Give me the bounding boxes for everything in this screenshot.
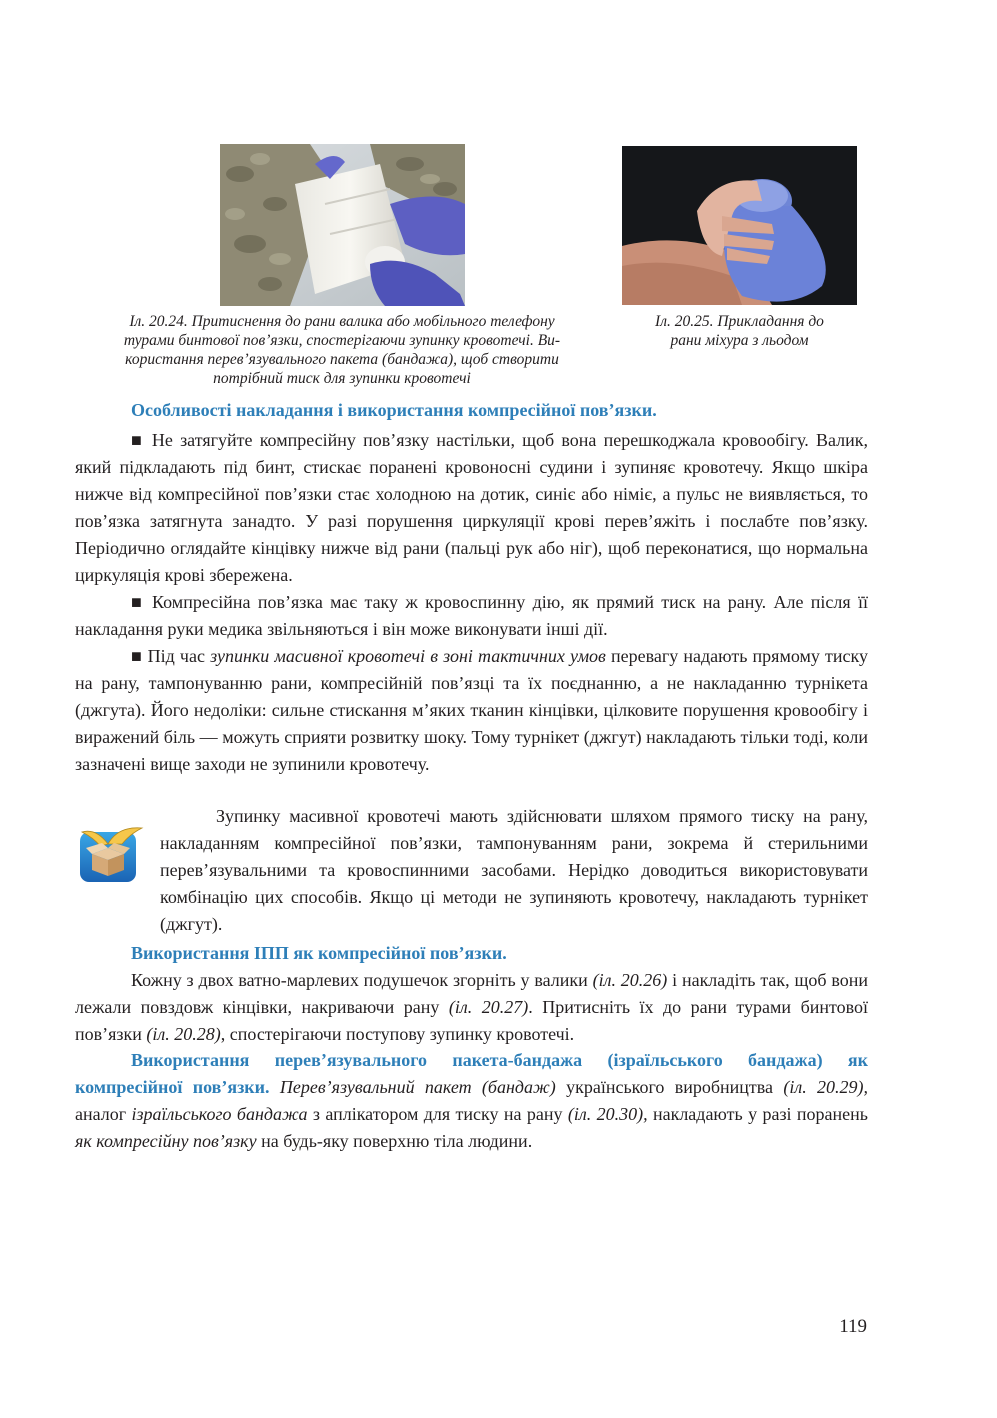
- bullet-3-rest: перевагу надають прямому тиску на рану, тампонуванню рани, компресійній пов’язці та їх поєднанню, а не накладанню турнікета (джгута). Його недоліки: сильне стискання м’яких тканин кінцівки, цілковите порушення кровообігу і виражений біль — можуть сприяти розвитку шоку. Тому турнікет (джгут) накладають тільки тоді, коли зазначені вище заходи не зупинили кровотечу.: [75, 646, 868, 774]
- ipp-ref-20-26: (іл. 20.26): [592, 970, 668, 990]
- figure-20-24-caption: [78, 312, 606, 388]
- bandage-italic-3: як компресійну пов’язку: [75, 1131, 257, 1151]
- caption-line: Іл. 20.25. Прикладання до: [655, 313, 824, 330]
- ipp-text-2: і накладіть так, щоб вони лежали повздовж кінцівки, накриваючи рану: [75, 970, 868, 1017]
- bandage-italic-2: ізраїльського бандажа: [131, 1104, 308, 1124]
- open-box-with-wings-icon: [78, 826, 144, 884]
- page-number: 119: [839, 1316, 867, 1337]
- paragraph-bullet-1: ■ Не затягуйте компресійну пов’язку настільки, щоб вона перешкоджала кровообігу. Валик, який підкладають під бинт, стискає поранені кровоносні судини і зупиняє кровотечу. Якщо шкіра нижче від компресійної пов’язки стає холодною на дотик, синіє або німіє, а пульс не виявляється, то пов’язка затягнута занадто. У разі порушення циркуляції крові перев’яжіть і послабте пов’язку. Періодично оглядайте кінцівку нижче від рани (пальці рук або ніг), щоб переконатися, що нормальна циркуляція крові збережена.: [75, 430, 868, 585]
- caption-line: користання перев’язувального пакета (бандажа), щоб створити: [125, 351, 559, 368]
- bandage-text-5: на будь-яку поверхню тіла людини.: [256, 1131, 533, 1151]
- ipp-text-4: , спостерігаючи поступову зупинку кровотечі.: [220, 1024, 575, 1044]
- ipp-text-3: . Притисніть їх до рани турами бинтової пов’язки: [75, 997, 868, 1044]
- bandage-text-3: з аплікатором для тиску на рану: [307, 1104, 568, 1124]
- paragraph-bullet-3: [75, 643, 868, 778]
- note-text: Зупинку масивної кровотечі мають здійснювати шляхом прямого тиску на рану, накладанням компресійної пов’язки, тампонуванням рани, зокрема й стерильними перев’язувальними та кровоспинними засобами. Нерідко доводиться використовувати комбінацію цих способів. Якщо ці методи не зупиняють кровотечу, накладають турнікет (джгут).: [160, 806, 868, 934]
- figure-20-25-caption: [622, 312, 857, 350]
- section-heading-compression-bandage: Особливості накладання і використання компресійної пов’язки.: [131, 400, 657, 420]
- bullet-3-prefix: ■ Під час: [131, 646, 211, 666]
- paragraph-israeli-bandage: [75, 1047, 868, 1155]
- bandage-ref-20-29: (іл. 20.29),: [783, 1077, 869, 1097]
- ipp-ref-20-28: (іл. 20.28): [146, 1024, 221, 1044]
- caption-line: турами бинтової пов’язки, спостерігаючи зупинку кровотечі. Ви-: [123, 332, 561, 349]
- caption-line: потрібний тиск для зупинки кровотечі: [213, 370, 471, 387]
- section-heading-ipp: Використання ІПП як компресійної пов’язки.: [131, 943, 507, 963]
- paragraph-bullet-2: ■ Компресійна пов’язка має таку ж кровоспинну дію, як прямий тиск на рану. Але після її накладання руки медика звільняються і він може виконувати інші дії.: [75, 592, 868, 639]
- paragraph-ipp: [75, 967, 868, 1048]
- section-heading-israeli-bandage: Використання перев’язувального пакета-бандажа (ізраїльського бандажа) як компресійної пов’язки.: [75, 1050, 868, 1097]
- caption-line: рани міхура з льодом: [670, 332, 809, 349]
- bandage-text-4: накладають у разі поранень: [647, 1104, 869, 1124]
- bandage-ref-20-30: (іл. 20.30),: [567, 1104, 648, 1124]
- figure-20-25-photo: [622, 146, 857, 305]
- caption-line: Іл. 20.24. Притиснення до рани валика або мобільного телефону: [129, 313, 555, 330]
- bandage-italic-1: Перев’язувальний пакет (бандаж): [279, 1077, 556, 1097]
- ipp-ref-20-27: (іл. 20.27): [448, 997, 529, 1017]
- figure-20-24-photo: [220, 144, 465, 306]
- bullet-3-italic: зупинки масивної кровотечі в зоні тактичних умов: [210, 646, 606, 666]
- ipp-text-1: Кожну з двох ватно-марлевих подушечок згорніть у валики: [131, 970, 593, 990]
- bandage-text-1: українського виробництва: [555, 1077, 784, 1097]
- bandage-text-2: аналог: [75, 1104, 132, 1124]
